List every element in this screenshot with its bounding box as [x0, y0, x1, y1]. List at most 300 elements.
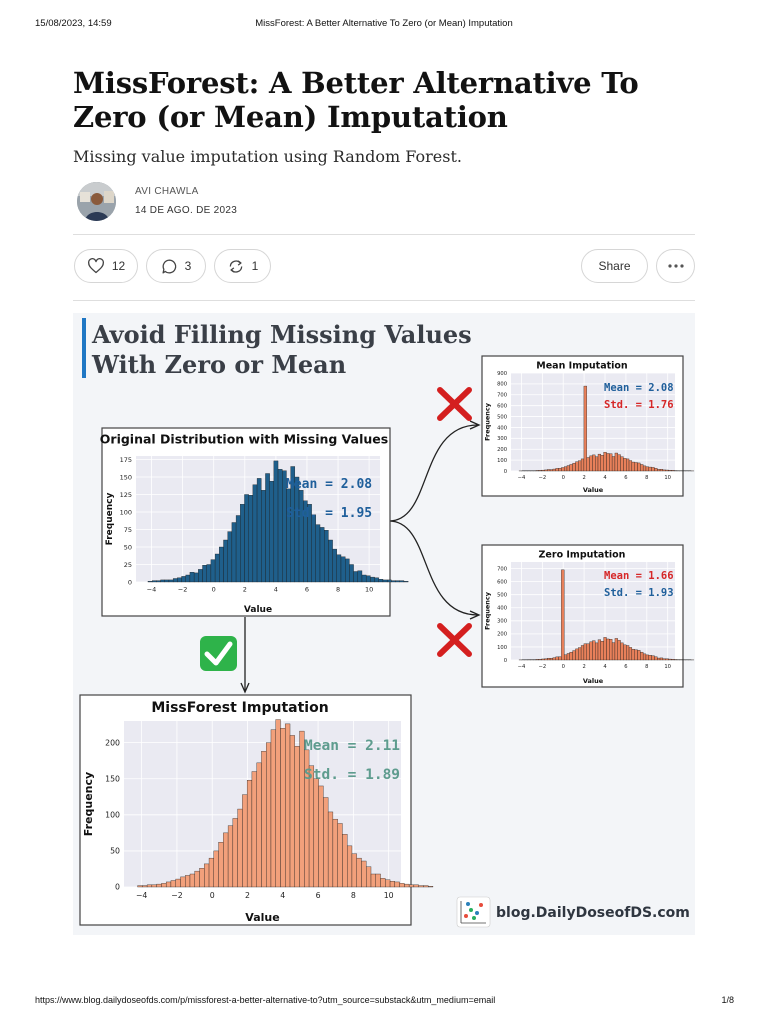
histogram-bar	[544, 470, 547, 471]
stat-annotation: Mean = 2.08	[604, 382, 674, 394]
histogram-bar	[666, 659, 669, 660]
histogram-bar	[323, 798, 328, 887]
histogram-bar	[632, 462, 635, 471]
x-tick-label: 4	[280, 890, 286, 900]
y-axis-label: Frequency	[483, 402, 492, 442]
histogram-bar	[652, 467, 655, 471]
print-doc-title: MissForest: A Better Alternative To Zero (or Mean) Imputation	[255, 18, 513, 29]
histogram-bar	[261, 751, 266, 887]
histogram-bar	[556, 657, 559, 660]
stat-annotation: Mean = 1.66	[604, 570, 674, 582]
divider-bottom	[73, 300, 695, 301]
histogram-bar	[654, 657, 657, 660]
y-tick-label: 25	[123, 560, 132, 569]
histogram-bar	[623, 458, 626, 471]
y-tick-label: 500	[497, 592, 507, 599]
histogram-bar	[290, 735, 295, 887]
y-tick-label: 400	[497, 425, 507, 432]
histogram-bar	[404, 884, 409, 887]
histogram-bar	[319, 786, 324, 887]
histogram-bar	[219, 547, 223, 582]
x-tick-label: 0	[209, 890, 215, 900]
histogram-bar	[663, 659, 666, 660]
histogram-bar	[564, 467, 567, 471]
histogram-bar	[228, 532, 232, 582]
x-tick-label: −2	[177, 585, 188, 594]
chart-missforest	[80, 695, 433, 925]
histogram-bar	[257, 763, 262, 887]
chart-title: MissForest Imputation	[151, 700, 329, 716]
histogram-bar	[542, 470, 545, 471]
histogram-bar	[238, 809, 243, 887]
histogram-bar	[341, 557, 345, 582]
stat-annotation: Mean = 2.08	[286, 477, 373, 492]
histogram-bar	[606, 639, 609, 660]
histogram-bar	[643, 466, 646, 471]
x-tick-label: 4	[603, 475, 607, 482]
histogram-bar	[171, 881, 176, 887]
heart-icon	[87, 258, 105, 274]
histogram-bar	[299, 490, 303, 582]
histogram-bar	[660, 658, 663, 660]
y-tick-label: 125	[119, 490, 132, 499]
histogram-bar	[215, 554, 219, 582]
x-tick-label: 6	[315, 890, 321, 900]
x-tick-label: −4	[517, 664, 526, 671]
x-axis-label: Value	[245, 911, 280, 924]
x-tick-label: −2	[538, 475, 547, 482]
comment-count: 3	[184, 259, 192, 273]
histogram-bar	[643, 654, 646, 660]
publish-date: 14 DE AGO. DE 2023	[135, 205, 238, 216]
arrow-to-mean	[389, 425, 478, 521]
histogram-bar	[190, 572, 194, 582]
y-tick-label: 200	[497, 631, 507, 638]
histogram-bar	[333, 549, 337, 582]
y-tick-label: 100	[105, 810, 120, 820]
histogram-bar	[669, 659, 672, 660]
x-tick-label: 10	[364, 585, 374, 594]
histogram-bar	[621, 457, 624, 471]
histogram-bar	[654, 468, 657, 471]
histogram-bar	[595, 643, 598, 660]
histogram-bar	[606, 453, 609, 471]
share-button[interactable]	[581, 249, 648, 283]
histogram-bar	[570, 652, 573, 660]
x-tick-label: −2	[538, 664, 547, 671]
histogram-bar	[590, 642, 593, 660]
histogram-bar	[404, 581, 408, 582]
ellipsis-icon	[668, 264, 684, 268]
article-subtitle: Missing value imputation using Random Forest.	[73, 147, 462, 166]
histogram-bar	[669, 470, 672, 471]
x-tick-label: 4	[603, 664, 607, 671]
chart-title: Zero Imputation	[538, 549, 626, 561]
y-tick-label: 0	[503, 468, 507, 475]
chart-title: Original Distribution with Missing Values	[99, 431, 389, 447]
y-tick-label: 150	[119, 473, 132, 482]
histogram-bar	[539, 659, 542, 660]
y-axis-label: Frequency	[105, 492, 115, 546]
comment-icon	[161, 258, 178, 275]
histogram-bar	[165, 580, 169, 582]
histogram-bar	[674, 659, 677, 660]
histogram-bar	[138, 886, 143, 887]
chart-original	[100, 428, 408, 616]
histogram-bar	[592, 455, 595, 471]
histogram-bar	[626, 645, 629, 660]
histogram-bar	[383, 580, 387, 582]
histogram-bar	[671, 659, 674, 660]
histogram-bar	[362, 575, 366, 582]
histogram-bar	[265, 474, 269, 583]
histogram-bar	[270, 481, 274, 582]
arrow-to-zero	[389, 521, 478, 615]
histogram-bar	[232, 523, 236, 583]
x-tick-label: 10	[383, 890, 394, 900]
print-url: https://www.blog.dailydoseofds.com/p/missforest-a-better-alternative-to?utm_source=substack&utm_medium=email	[35, 995, 496, 1005]
x-tick-label: 10	[664, 475, 671, 482]
histogram-bar	[609, 454, 612, 471]
y-tick-label: 0	[503, 657, 507, 664]
histogram-bar	[261, 490, 265, 582]
histogram-bar	[598, 454, 601, 471]
histogram-bar	[207, 565, 211, 583]
histogram-bar	[244, 495, 248, 583]
histogram-bar	[559, 657, 562, 660]
histogram-bar	[581, 645, 584, 660]
histogram-bar	[595, 457, 598, 471]
histogram-bar	[274, 461, 278, 582]
histogram-bar	[252, 772, 257, 887]
histogram-bar	[587, 644, 590, 660]
y-tick-label: 100	[497, 644, 507, 651]
histogram-bar	[169, 580, 173, 582]
x-tick-label: 2	[582, 664, 586, 671]
x-tick-label: −2	[171, 890, 183, 900]
y-tick-label: 900	[497, 370, 507, 377]
histogram-bar	[352, 854, 357, 887]
histogram-bar	[542, 659, 545, 660]
histogram-bar	[195, 871, 200, 887]
histogram-bar	[609, 639, 612, 660]
histogram-bar	[266, 743, 271, 887]
x-tick-label: 2	[242, 585, 247, 594]
histogram-bar	[561, 468, 564, 471]
histogram-bar	[354, 572, 358, 583]
histogram-bar	[337, 555, 341, 582]
histogram-bar	[559, 468, 562, 471]
histogram-bar	[584, 644, 587, 660]
like-count: 12	[111, 259, 126, 273]
histogram-bar	[271, 730, 276, 887]
y-tick-label: 0	[127, 578, 132, 587]
histogram-bar	[333, 819, 338, 887]
y-tick-label: 100	[119, 508, 132, 517]
histogram-bar	[366, 576, 370, 582]
stat-annotation: Std. = 1.76	[604, 399, 674, 411]
x-tick-label: 2	[245, 890, 250, 900]
histogram-bar	[173, 579, 177, 583]
more-options-button[interactable]	[656, 249, 695, 283]
histogram-bar	[257, 478, 261, 582]
histogram-bar	[592, 641, 595, 660]
histogram-bar	[240, 504, 244, 582]
x-axis-label: Value	[582, 677, 604, 685]
histogram-bar	[357, 858, 362, 887]
cross-icon-zero	[440, 626, 469, 654]
histogram-bar	[395, 882, 400, 887]
figure-headline-line1: Avoid Filling Missing Values	[92, 320, 472, 349]
y-tick-label: 200	[497, 447, 507, 454]
like-button[interactable]	[74, 249, 138, 283]
histogram-bar	[249, 495, 253, 582]
histogram-bar	[400, 581, 404, 582]
histogram-bar	[671, 470, 674, 471]
histogram-bar	[590, 456, 593, 471]
histogram-bar	[660, 469, 663, 471]
print-datetime: 15/08/2023, 14:59	[35, 18, 112, 29]
histogram-bar	[575, 649, 578, 660]
histogram-bar	[621, 643, 624, 660]
histogram-bar	[391, 581, 395, 582]
histogram-bar	[553, 658, 556, 660]
x-tick-label: 10	[664, 664, 671, 671]
comment-button[interactable]	[146, 249, 206, 283]
histogram-bar	[278, 469, 282, 582]
histogram-bar	[629, 647, 632, 660]
histogram-bar	[544, 659, 547, 660]
histogram-bar	[194, 573, 198, 582]
divider-top	[73, 234, 695, 235]
histogram-bar	[567, 653, 570, 660]
chart-mean	[482, 356, 694, 496]
histogram-bar	[247, 780, 252, 887]
histogram-bar	[635, 463, 638, 471]
y-tick-label: 175	[119, 455, 132, 464]
histogram-bar	[615, 453, 618, 471]
histogram-bar	[666, 470, 669, 471]
histogram-bar	[646, 655, 649, 660]
histogram-bar	[211, 560, 215, 582]
histogram-bar	[349, 565, 353, 583]
author-avatar[interactable]	[77, 182, 116, 221]
histogram-bar	[646, 467, 649, 471]
y-axis-label: Frequency	[82, 771, 95, 837]
y-tick-label: 700	[497, 566, 507, 573]
histogram-bar	[640, 652, 643, 660]
histogram-bar	[632, 649, 635, 660]
histogram-bar	[204, 864, 209, 887]
histogram-bar	[414, 885, 419, 887]
histogram-bar	[379, 579, 383, 582]
histogram-bar	[375, 578, 379, 582]
y-tick-label: 500	[497, 414, 507, 421]
y-tick-label: 300	[497, 436, 507, 443]
histogram-bar	[228, 826, 233, 887]
histogram-bar	[285, 724, 290, 887]
stat-annotation: Std. = 1.93	[604, 587, 674, 599]
article-figure	[73, 313, 695, 935]
logo-icon	[457, 897, 490, 927]
histogram-bar	[575, 462, 578, 471]
histogram-bar	[200, 868, 205, 887]
histogram-bar	[640, 464, 643, 471]
article-title: MissForest: A Better Alternative To Zero (or Mean) Imputation	[73, 66, 639, 134]
histogram-bar	[612, 457, 615, 471]
y-tick-label: 700	[497, 392, 507, 399]
x-tick-label: 6	[304, 585, 310, 594]
histogram-bar	[423, 886, 428, 887]
x-tick-label: 8	[350, 890, 356, 900]
x-tick-label: 6	[624, 475, 628, 482]
histogram-bar	[584, 386, 587, 471]
histogram-bar	[536, 470, 539, 471]
histogram-bar	[147, 885, 152, 887]
histogram-bar	[276, 720, 281, 887]
y-tick-label: 50	[110, 846, 120, 856]
histogram-bar	[198, 569, 202, 582]
y-tick-label: 100	[497, 457, 507, 464]
histogram-bar	[581, 459, 584, 471]
author-name[interactable]: AVI CHAWLA	[135, 186, 199, 197]
stat-annotation: Std. = 1.95	[286, 506, 373, 521]
histogram-bar	[345, 559, 349, 582]
histogram-bar	[148, 581, 152, 582]
histogram-bar	[358, 571, 362, 582]
x-tick-label: 8	[645, 475, 649, 482]
histogram-bar	[236, 516, 240, 583]
x-tick-label: 6	[624, 664, 628, 671]
histogram-bar	[152, 581, 156, 582]
histogram-bar	[649, 467, 652, 471]
histogram-bar	[161, 580, 165, 582]
histogram-bar	[556, 468, 559, 471]
y-tick-label: 0	[115, 882, 120, 892]
histogram-bar	[177, 578, 181, 582]
histogram-bar	[286, 489, 290, 582]
x-axis-label: Value	[243, 605, 273, 615]
y-tick-label: 600	[497, 403, 507, 410]
x-tick-label: 8	[645, 664, 649, 671]
chart-zero	[482, 545, 694, 687]
stat-annotation: Mean = 2.11	[304, 738, 401, 754]
x-tick-label: 8	[335, 585, 341, 594]
check-icon	[200, 636, 237, 671]
histogram-bar	[342, 834, 347, 887]
histogram-bar	[316, 525, 320, 582]
histogram-bar	[152, 885, 157, 887]
x-tick-label: 4	[273, 585, 278, 594]
histogram-bar	[242, 795, 247, 887]
histogram-bar	[295, 477, 299, 582]
x-tick-label: −4	[146, 585, 157, 594]
histogram-bar	[161, 883, 166, 887]
histogram-bar	[536, 659, 539, 660]
histogram-bar	[604, 637, 607, 660]
print-page-number: 1/8	[721, 995, 734, 1005]
restack-button[interactable]	[214, 249, 271, 283]
histogram-bar	[601, 455, 604, 471]
y-tick-label: 300	[497, 618, 507, 625]
histogram-bar	[209, 858, 214, 887]
histogram-bar	[635, 650, 638, 660]
histogram-bar	[176, 879, 181, 887]
histogram-bar	[547, 658, 550, 660]
histogram-bar	[550, 470, 553, 471]
histogram-bar	[612, 643, 615, 660]
histogram-bar	[570, 464, 573, 471]
histogram-bar	[553, 469, 556, 471]
histogram-bar	[618, 455, 621, 471]
histogram-bar	[578, 648, 581, 660]
histogram-bar	[280, 728, 285, 887]
histogram-bar	[637, 650, 640, 660]
y-tick-label: 600	[497, 579, 507, 586]
histogram-bar	[253, 485, 257, 582]
histogram-bar	[587, 457, 590, 471]
histogram-bar	[370, 577, 374, 582]
histogram-bar	[203, 565, 207, 582]
histogram-bar	[324, 530, 328, 582]
histogram-bar	[347, 846, 352, 887]
y-tick-label: 150	[105, 774, 120, 784]
histogram-bar	[387, 580, 391, 582]
histogram-bar	[637, 463, 640, 471]
histogram-bar	[385, 880, 390, 887]
histogram-bar	[649, 655, 652, 660]
histogram-bar	[573, 651, 576, 660]
histogram-bar	[300, 731, 305, 887]
histogram-bar	[400, 883, 405, 887]
histogram-bar	[604, 452, 607, 471]
histogram-bar	[309, 766, 314, 887]
histogram-bar	[428, 886, 433, 887]
chart-title: Mean Imputation	[536, 360, 628, 372]
stat-annotation: Std. = 1.89	[304, 767, 401, 783]
histogram-bar	[550, 658, 553, 660]
x-axis-label: Value	[582, 486, 604, 494]
y-tick-label: 50	[123, 543, 132, 552]
histogram-bar	[657, 469, 660, 471]
histogram-bar	[312, 515, 316, 582]
histogram-bar	[376, 874, 381, 887]
histogram-bar	[615, 638, 618, 660]
y-tick-label: 75	[123, 525, 132, 534]
x-tick-label: 0	[211, 585, 216, 594]
histogram-bar	[601, 641, 604, 660]
histogram-bar	[409, 885, 414, 887]
histogram-bar	[366, 867, 371, 887]
y-tick-label: 800	[497, 381, 507, 388]
histogram-bar	[371, 874, 376, 887]
histogram-bar	[573, 463, 576, 471]
y-tick-label: 200	[105, 738, 120, 748]
histogram-bar	[328, 812, 333, 887]
histogram-bar	[186, 575, 190, 582]
histogram-bar	[539, 470, 542, 471]
histogram-bar	[561, 570, 564, 660]
author-photo	[77, 182, 116, 221]
histogram-bar	[564, 655, 567, 660]
watermark-text: blog.DailyDoseofDS.com	[496, 905, 690, 921]
histogram-bar	[663, 470, 666, 471]
headline-accent-bar	[82, 318, 86, 378]
x-tick-label: 2	[582, 475, 586, 482]
histogram-bar	[185, 875, 190, 887]
histogram-bar	[190, 874, 195, 887]
histogram-bar	[182, 576, 186, 582]
